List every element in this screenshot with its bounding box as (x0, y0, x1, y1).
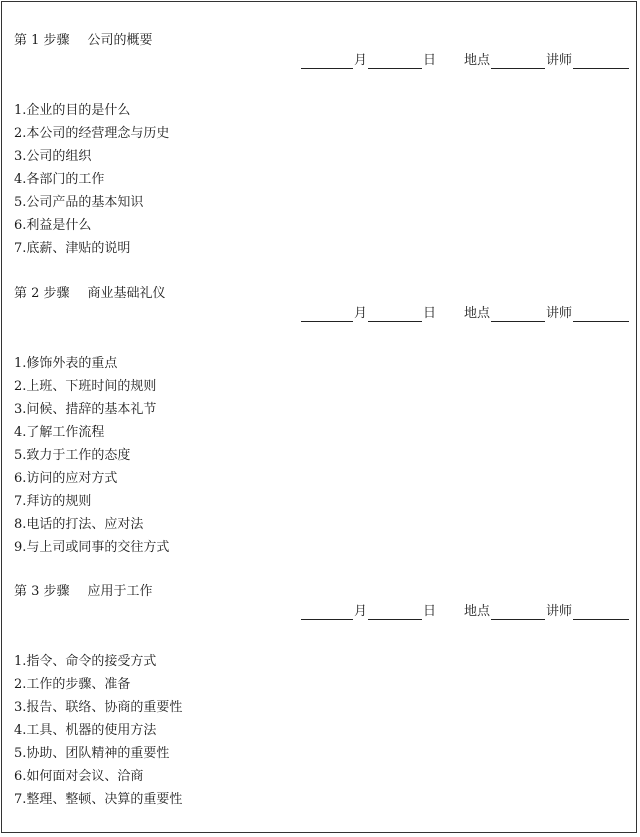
month-blank[interactable] (301, 308, 353, 322)
list-item: 5.公司产品的基本知识 (14, 195, 144, 210)
month-label: 月 (354, 53, 368, 68)
step-3-number: 第 3 步骤 (14, 584, 70, 599)
place-label: 地点 (464, 604, 491, 619)
list-item: 6.如何面对会议、洽商 (14, 769, 144, 784)
list-item: 1.修饰外表的重点 (14, 356, 118, 371)
list-item: 5.协助、团队精神的重要性 (14, 746, 170, 761)
place-blank[interactable] (491, 308, 545, 322)
place-blank[interactable] (491, 606, 545, 620)
list-item: 3.公司的组织 (14, 149, 92, 164)
list-item: 3.报告、联络、协商的重要性 (14, 700, 183, 715)
teacher-label: 讲师 (546, 53, 573, 68)
list-item: 6.访问的应对方式 (14, 471, 118, 486)
month-label: 月 (354, 306, 368, 321)
list-item: 6.利益是什么 (14, 218, 92, 233)
list-item: 2.工作的步骤、准备 (14, 677, 131, 692)
list-item: 5.致力于工作的态度 (14, 448, 131, 463)
day-blank[interactable] (368, 606, 422, 620)
place-label: 地点 (464, 53, 491, 68)
step-1-item-list (14, 99, 169, 260)
step-2-item-list (14, 352, 169, 559)
day-label: 日 (423, 306, 437, 321)
step-1-schedule-line (300, 53, 630, 69)
step-1-title (14, 33, 153, 49)
list-item: 8.电话的打法、应对法 (14, 517, 144, 532)
list-item: 9.与上司或同事的交往方式 (14, 540, 170, 555)
list-item: 1.指令、命令的接受方式 (14, 654, 157, 669)
list-item: 4.各部门的工作 (14, 172, 105, 187)
teacher-label: 讲师 (546, 306, 573, 321)
day-blank[interactable] (368, 55, 422, 69)
teacher-blank[interactable] (573, 55, 629, 69)
teacher-label: 讲师 (546, 604, 573, 619)
list-item: 1.企业的目的是什么 (14, 103, 131, 118)
step-3-schedule-line (300, 604, 630, 620)
teacher-blank[interactable] (573, 308, 629, 322)
step-1-number: 第 1 步骤 (14, 33, 70, 48)
step-2-title (14, 286, 166, 302)
list-item: 4.了解工作流程 (14, 425, 105, 440)
step-3-item-list (14, 650, 182, 811)
list-item: 7.拜访的规则 (14, 494, 92, 509)
list-item: 2.上班、下班时间的规则 (14, 379, 157, 394)
list-item: 7.底薪、津贴的说明 (14, 241, 131, 256)
list-item: 4.工具、机器的使用方法 (14, 723, 157, 738)
step-1-name: 公司的概要 (87, 33, 153, 48)
day-label: 日 (423, 604, 437, 619)
step-3-title (14, 584, 153, 600)
training-schedule-page (1, 1, 637, 833)
month-blank[interactable] (301, 55, 353, 69)
step-2-name: 商业基础礼仪 (87, 286, 166, 301)
day-label: 日 (423, 53, 437, 68)
place-blank[interactable] (491, 55, 545, 69)
list-item: 2.本公司的经营理念与历史 (14, 126, 170, 141)
month-blank[interactable] (301, 606, 353, 620)
step-2-number: 第 2 步骤 (14, 286, 70, 301)
place-label: 地点 (464, 306, 491, 321)
step-3-name: 应用于工作 (87, 584, 153, 599)
list-item: 7.整理、整顿、决算的重要性 (14, 792, 183, 807)
step-2-schedule-line (300, 306, 630, 322)
list-item: 3.问候、措辞的基本礼节 (14, 402, 157, 417)
day-blank[interactable] (368, 308, 422, 322)
teacher-blank[interactable] (573, 606, 629, 620)
month-label: 月 (354, 604, 368, 619)
